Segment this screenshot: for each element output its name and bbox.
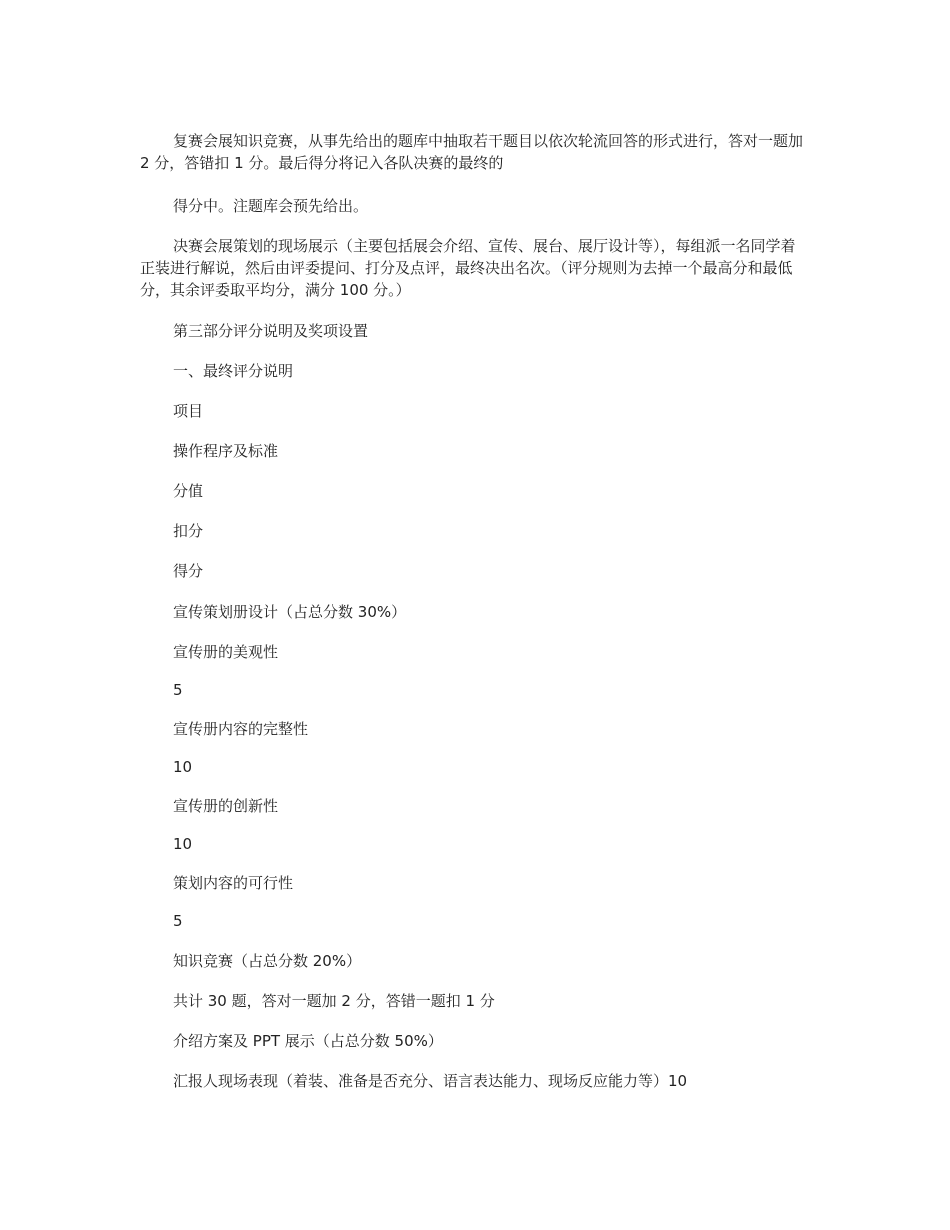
- points-brochure-completeness: 10: [173, 758, 193, 776]
- criterion-presenter-performance: 汇报人现场表现（着装、准备是否充分、语言表达能力、现场反应能力等）10: [173, 1072, 688, 1090]
- paragraph-final-presentation-rules: 决赛会展策划的现场展示（主要包括展会介绍、宣传、展台、展厅设计等），每组派一名同学着正装进行解说，然后由评委提问、打分及点评，最终决出名次。（评分规则为去掉一个最高分和最低分，其余评委取平均分，满分 100 分。）: [140, 237, 796, 299]
- criterion-plan-feasibility: 策划内容的可行性: [173, 874, 294, 892]
- criterion-knowledge-contest: 共计 30 题，答对一题加 2 分，答错一题扣 1 分: [173, 992, 495, 1010]
- paragraph-question-bank-note: 得分中。注题库会预先给出。: [173, 197, 369, 215]
- table-header-score: 得分: [173, 562, 204, 580]
- table-header-deduction: 扣分: [173, 522, 204, 540]
- points-brochure-aesthetics: 5: [173, 681, 183, 699]
- criterion-brochure-aesthetics: 宣传册的美观性: [173, 643, 279, 661]
- table-header-procedure: 操作程序及标准: [173, 442, 279, 460]
- criterion-brochure-completeness: 宣传册内容的完整性: [173, 720, 309, 738]
- criterion-brochure-innovation: 宣传册的创新性: [173, 797, 279, 815]
- table-header-points: 分值: [173, 482, 204, 500]
- category-brochure-design: 宣传策划册设计（占总分数 30%）: [173, 603, 407, 621]
- category-plan-ppt-presentation: 介绍方案及 PPT 展示（占总分数 50%）: [173, 1032, 443, 1050]
- section-heading-scoring-awards: 第三部分评分说明及奖项设置: [173, 322, 369, 340]
- subsection-heading-final-scoring: 一、最终评分说明: [173, 362, 294, 380]
- category-knowledge-contest: 知识竞赛（占总分数 20%）: [173, 952, 362, 970]
- points-brochure-innovation: 10: [173, 835, 193, 853]
- points-plan-feasibility: 5: [173, 912, 183, 930]
- table-header-item: 项目: [173, 402, 204, 420]
- paragraph-knowledge-contest-rules: 复赛会展知识竞赛，从事先给出的题库中抽取若干题目以依次轮流回答的形式进行，答对一题加 2 分，答错扣 1 分。最后得分将记入各队决赛的最终的: [140, 132, 804, 172]
